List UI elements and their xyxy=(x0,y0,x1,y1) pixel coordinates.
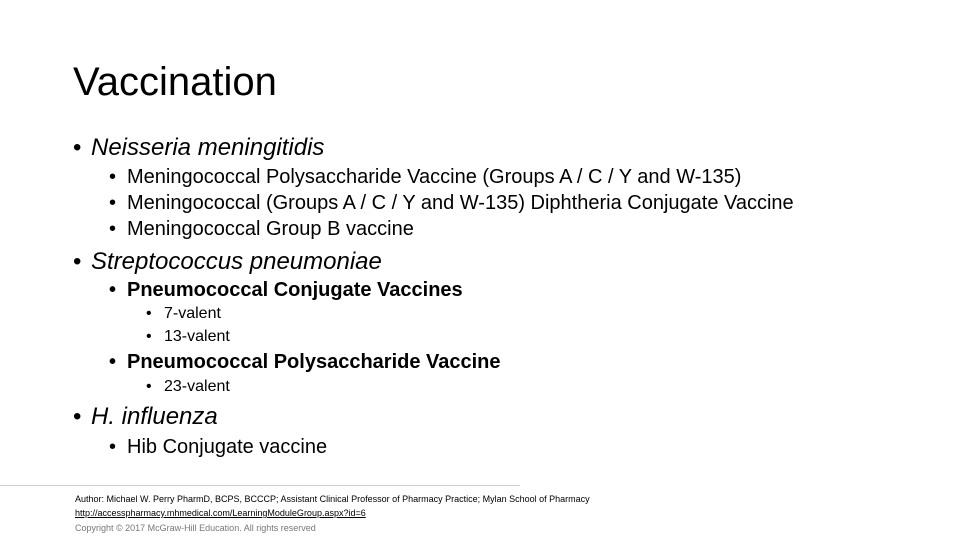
list-item-label: Pneumococcal Conjugate Vaccines xyxy=(127,279,463,301)
bullet: • xyxy=(146,378,152,395)
footer-divider xyxy=(0,485,520,486)
sub-list-item xyxy=(146,304,221,324)
list-item-label: Meningococcal (Groups A / C / Y and W-135) Diphtheria Conjugate Vaccine xyxy=(127,192,794,214)
bullet: • xyxy=(109,436,117,458)
bullet: • xyxy=(109,279,117,301)
sub-list-item xyxy=(146,327,230,347)
bullet: • xyxy=(73,134,82,161)
bullet: • xyxy=(146,328,152,345)
bullet: • xyxy=(73,403,82,430)
sub-list-item xyxy=(146,377,230,397)
section-heading-label: Neisseria meningitidis xyxy=(91,134,325,161)
bullet: • xyxy=(109,351,117,373)
list-item xyxy=(109,191,794,215)
sub-list-item-label: 7-valent xyxy=(164,305,221,322)
bullet: • xyxy=(109,192,117,214)
footer-copyright: Copyright © 2017 McGraw-Hill Education. All rights reserved xyxy=(75,523,316,533)
sub-list-item-label: 23-valent xyxy=(164,378,230,395)
bullet: • xyxy=(109,218,117,240)
section-heading-h-influenza xyxy=(73,403,218,431)
slide-title: Vaccination xyxy=(73,60,277,104)
footer-source-link[interactable]: http://accesspharmacy.mhmedical.com/LearningModuleGroup.aspx?id=6 xyxy=(75,508,366,518)
list-item-label: Pneumococcal Polysaccharide Vaccine xyxy=(127,351,501,373)
section-heading-neisseria xyxy=(73,134,324,162)
bullet: • xyxy=(146,305,152,322)
section-heading-streptococcus xyxy=(73,248,382,276)
list-item xyxy=(109,435,327,459)
section-heading-label: H. influenza xyxy=(91,403,218,430)
section-heading-label: Streptococcus pneumoniae xyxy=(91,248,382,275)
list-item xyxy=(109,350,501,374)
sub-list-item-label: 13-valent xyxy=(164,328,230,345)
list-item-label: Meningococcal Group B vaccine xyxy=(127,218,414,240)
list-item xyxy=(109,278,463,302)
list-item-label: Meningococcal Polysaccharide Vaccine (Groups A / C / Y and W-135) xyxy=(127,166,742,188)
bullet: • xyxy=(73,248,82,275)
footer-author: Author: Michael W. Perry PharmD, BCPS, BCCCP; Assistant Clinical Professor of Pharmacy Practice; Mylan School of Pharmacy xyxy=(75,494,590,504)
bullet: • xyxy=(109,166,117,188)
list-item xyxy=(109,217,414,241)
list-item-label: Hib Conjugate vaccine xyxy=(127,436,328,458)
list-item xyxy=(109,165,741,189)
